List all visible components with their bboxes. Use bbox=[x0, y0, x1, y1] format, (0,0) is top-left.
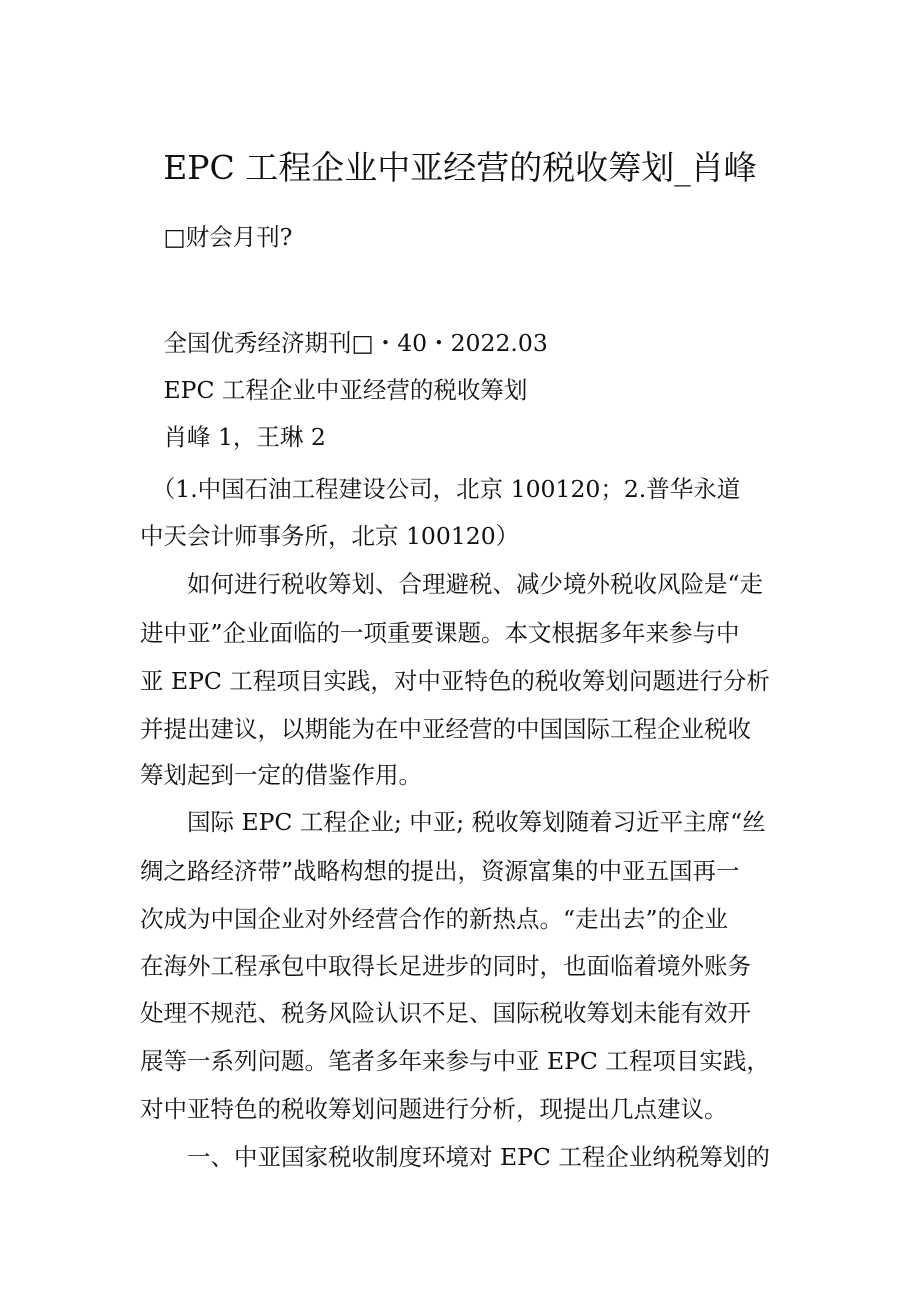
paragraph-line: 处理不规范、税务风险认识不足、国际税收筹划未能有效开 bbox=[140, 999, 751, 1027]
paragraph-line: 筹划起到一定的借鉴作用。 bbox=[140, 761, 422, 789]
paragraph-line: 并提出建议，以期能为在中亚经营的中国国际工程企业税收 bbox=[140, 715, 751, 743]
paragraph-line: 中天会计师事务所，北京 100120） bbox=[140, 522, 520, 550]
paragraph-line: 次成为中国企业对外经营合作的新热点。“走出去”的企业 bbox=[140, 905, 729, 933]
paragraph-line: 展等一系列问题。笔者多年来参与中亚 EPC 工程项目实践， bbox=[140, 1047, 770, 1075]
paragraph-line: 国际 EPC 工程企业; 中亚; 税收筹划随着习近平主席“丝 bbox=[140, 808, 766, 836]
paragraph-line: 亚 EPC 工程项目实践，对中亚特色的税收筹划问题进行分析 bbox=[140, 667, 770, 695]
journal-issue: 全国优秀经济期刊□・40・2022.03 bbox=[140, 329, 548, 357]
paragraph-line: 对中亚特色的税收筹划问题进行分析，现提出几点建议。 bbox=[140, 1095, 728, 1123]
journal-header: □财会月刊? bbox=[140, 223, 293, 251]
article-title: EPC 工程企业中亚经营的税收筹划 bbox=[140, 376, 528, 404]
paragraph-line: 如何进行税收筹划、合理避税、减少境外税收风险是“走 bbox=[140, 570, 764, 598]
paragraph-line: 在海外工程承包中取得长足进步的同时，也面临着境外账务 bbox=[140, 952, 751, 980]
paragraph-line: 一、中亚国家税收制度环境对 EPC 工程企业纳税筹划的 bbox=[140, 1143, 770, 1171]
paragraph-line: 绸之路经济带”战略构想的提出，资源富集的中亚五国再一 bbox=[140, 857, 740, 885]
paragraph-line: 进中亚”企业面临的一项重要课题。本文根据多年来参与中 bbox=[140, 619, 740, 647]
document-title: EPC 工程企业中亚经营的税收筹划_肖峰 bbox=[163, 148, 757, 187]
authors: 肖峰 1，王琳 2 bbox=[140, 423, 326, 451]
affiliations: （1.中国石油工程建设公司，北京 100120；2.普华永道 bbox=[140, 475, 741, 503]
